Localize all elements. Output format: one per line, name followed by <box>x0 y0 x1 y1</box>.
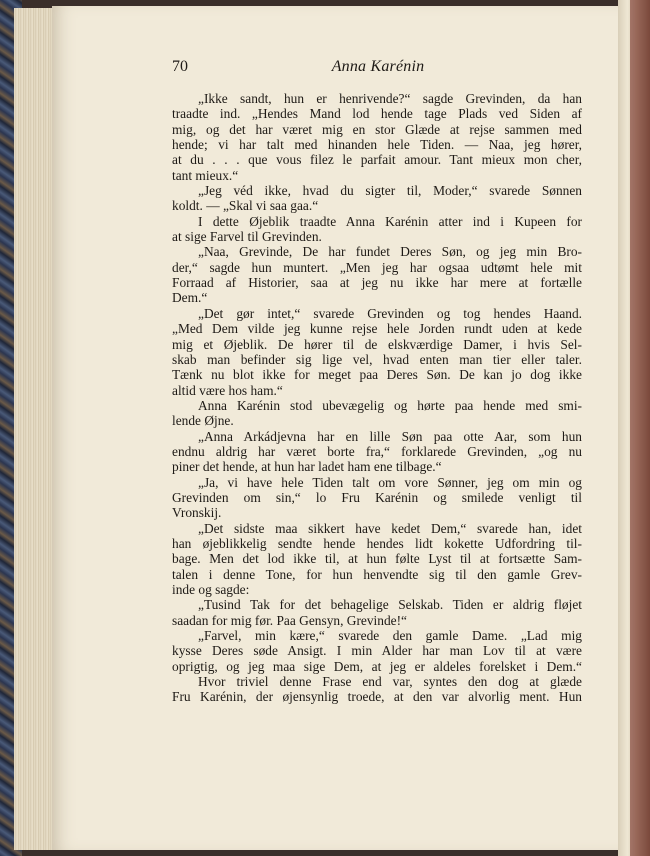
text-line: „Tusind Tak for det behagelige Selskab. Tiden er aldrig fløjet <box>198 597 582 613</box>
page-number: 70 <box>172 58 188 75</box>
text-line: mig, og det har været mig en stor Glæde at rejse sammen med <box>172 121 582 137</box>
text-line: „Ja, vi have hele Tiden talt om vore Sønner, jeg om min og <box>198 474 582 490</box>
text-line: at du . . . que vous filez le parfait amour. Tant mieux mon cher, <box>172 152 582 168</box>
text-line: Hvor triviel denne Frase end var, syntes den dog at glæde <box>198 674 582 690</box>
text-line: „Naa, Grevinde, De har fundet Deres Søn, og jeg min Bro- <box>198 244 582 260</box>
page-header <box>172 58 584 80</box>
text-line: Forraad af Historier, saa at jeg nu ikke har mere at fortælle <box>172 275 582 291</box>
text-line: talen i denne Tone, for hun henvendte sig til den gamle Grev- <box>172 566 582 582</box>
text-line: „Det gør intet,“ svarede Grevinden og tog hendes Haand. <box>198 305 582 321</box>
text-line: endnu aldrig har været borte fra,“ forklarede Grevinden, „og nu <box>172 443 582 459</box>
text-line: „Ikke sandt, hun er henrivende?“ sagde Grevinden, da han <box>198 91 582 106</box>
text-line: kysse Deres søde Ansigt. I min Alder har man Lov til at være <box>172 643 582 659</box>
text-line: der,“ sagde hun muntert. „Men jeg har ogsaa udtømt hele mit <box>172 259 582 275</box>
text-line: lende Øjne. <box>172 413 234 429</box>
text-line: piner det hende, at hun har ladet ham ene tilbage.“ <box>172 459 442 475</box>
page-edges-left <box>14 8 55 850</box>
text-line: saadan for mig før. Paa Gensyn, Grevinde!“ <box>172 612 408 628</box>
text-line: altid være hos ham.“ <box>172 382 283 398</box>
text-line: Dem.“ <box>172 290 208 306</box>
text-line: „Jeg véd ikke, hvad du sigter til, Moder,“ svarede Sønnen <box>198 183 582 199</box>
text-line: inde og sagde: <box>172 582 250 597</box>
text-line: Fru Karénin, der øjensynlig troede, at den var alvorlig ment. Hun <box>172 689 582 705</box>
book-cover-edge <box>630 0 650 856</box>
text-line: „Farvel, min kære,“ svarede den gamle Dame. „Lad mig <box>198 628 582 644</box>
text-line: Grevinden om sin,“ lo Fru Karénin og smilede venligt til <box>172 489 582 505</box>
text-line: I dette Øjeblik traadte Anna Karénin atter ind i Kupeen for <box>198 213 582 229</box>
text-line: mig et Øjeblik. De hører til de elskværdige Damer, i hvis Sel- <box>172 336 582 352</box>
text-line: Anna Karénin stod ubevægelig og hørte paa hende med smi- <box>198 397 582 413</box>
text-line: oprigtig, og jeg maa sige Dem, at jeg er aldeles forelsket i Dem.“ <box>172 658 582 674</box>
running-title: Anna Karénin <box>331 58 425 75</box>
body-text <box>172 91 582 705</box>
text-line: skab man befinder sig lige vel, hvad enten man tier eller taler. <box>172 351 582 367</box>
text-line: „Anna Arkádjevna har en lille Søn paa otte Aar, som hun <box>198 428 582 444</box>
text-line: Vronskij. <box>172 505 222 521</box>
text-line: „Med Dem vilde jeg kunne rejse hele Jorden rundt uden at kede <box>172 321 582 337</box>
text-line: at sige Farvel til Grevinden. <box>172 229 322 245</box>
text-line: bage. Men det lod ikke til, at hun følte Lyst til at fortsætte Sam- <box>172 551 582 567</box>
text-line: traadte ind. „Hendes Mand lod hende tage Plads ved Siden af <box>172 106 582 122</box>
text-line: Tænk nu blot ikke for meget paa Deres Søn. De kan jo dog ikke <box>172 367 582 383</box>
text-line: tant mieux.“ <box>172 167 239 183</box>
text-line: han øjeblikkelig sendte hende hendes lidt kokette Udfordring til- <box>172 535 582 551</box>
text-line: koldt. — „Skal vi saa gaa.“ <box>172 198 319 214</box>
text-line: hende; vi har talt med hinanden hele Tiden. — Naa, jeg hører, <box>172 137 582 153</box>
text-line: „Det sidste maa sikkert have kedet Dem,“ svarede han, idet <box>198 520 582 536</box>
